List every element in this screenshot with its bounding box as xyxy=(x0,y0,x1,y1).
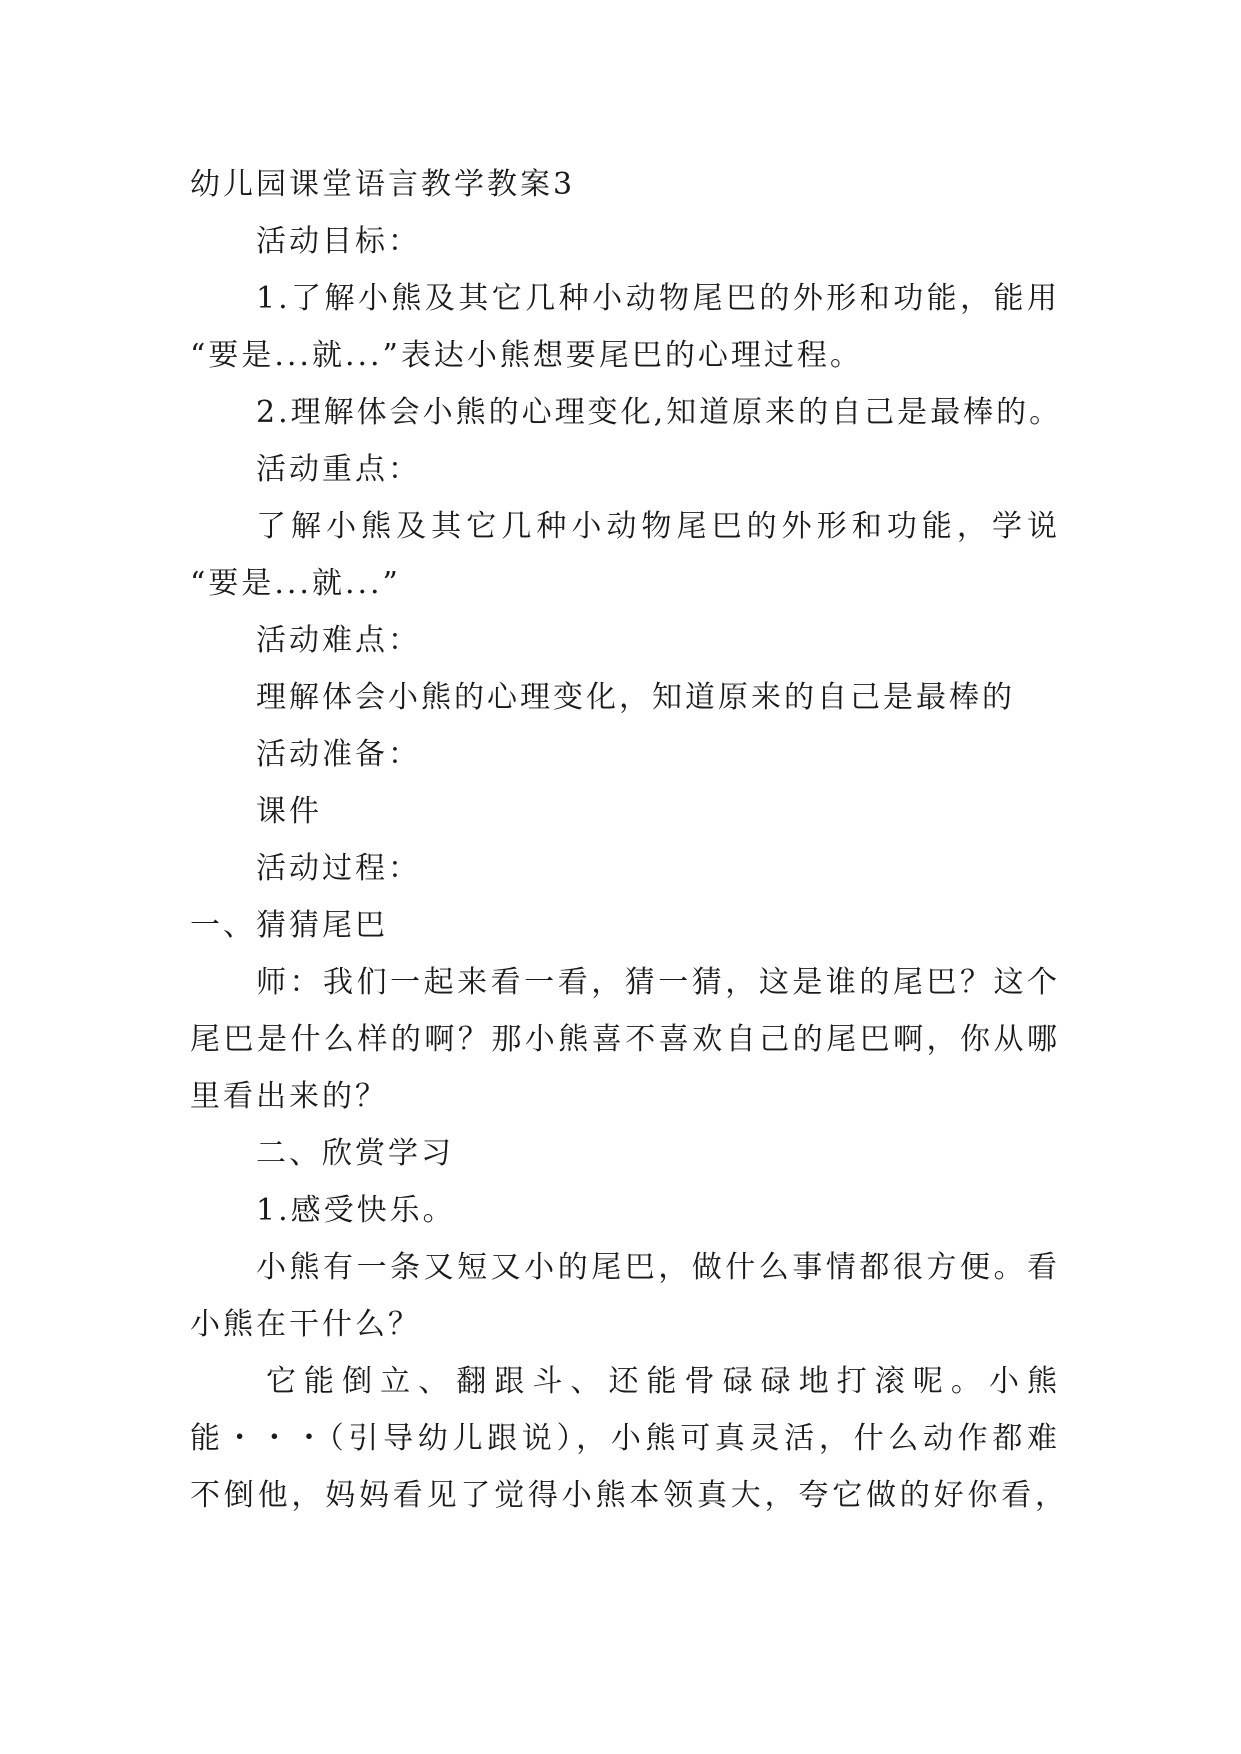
teacher-line-2: 尾巴是什么样的啊？那小熊喜不喜欢自己的尾巴啊，你从哪 xyxy=(190,1022,1060,1057)
action-line-2: 能・・・（引导幼儿跟说），小熊可真灵活，什么动作都难 xyxy=(190,1421,1060,1456)
bear-line-1: 小熊有一条又短又小的尾巴，做什么事情都很方便。看 xyxy=(256,1250,1060,1285)
goals-heading: 活动目标： xyxy=(256,224,421,259)
action-line-3: 不倒他，妈妈看见了觉得小熊本领真大，夸它做的好你看， xyxy=(190,1478,1068,1513)
preparation-heading: 活动准备： xyxy=(256,737,421,772)
preparation-text: 课件 xyxy=(256,794,322,829)
action-line-1: 它能倒立、翻跟斗、还能骨碌碌地打滚呢。小熊 xyxy=(266,1364,1060,1399)
subsection-1-heading: 1.感受快乐。 xyxy=(256,1193,456,1228)
goal-2: 2.理解体会小熊的心理变化,知道原来的自己是最棒的。 xyxy=(256,395,1063,430)
key-points-heading: 活动重点： xyxy=(256,452,421,487)
difficult-points-text: 理解体会小熊的心理变化，知道原来的自己是最棒的 xyxy=(256,680,1015,715)
difficult-points-heading: 活动难点： xyxy=(256,623,421,658)
teacher-line-1: 师：我们一起来看一看，猜一猜，这是谁的尾巴？这个 xyxy=(256,965,1060,1000)
section-1-heading: 一、猜猜尾巴 xyxy=(190,908,388,943)
key-points-line-1: 了解小熊及其它几种小动物尾巴的外形和功能，学说 xyxy=(256,509,1060,544)
teacher-line-3: 里看出来的？ xyxy=(190,1079,388,1114)
goal-1-line-1: 1.了解小熊及其它几种小动物尾巴的外形和功能，能用 xyxy=(256,281,1060,316)
process-heading: 活动过程： xyxy=(256,851,421,886)
goal-1-line-2: “要是...就...”表达小熊想要尾巴的心理过程。 xyxy=(190,338,863,373)
bear-line-2: 小熊在干什么？ xyxy=(190,1307,421,1342)
document-title: 幼儿园课堂语言教学教案3 xyxy=(190,167,576,202)
section-2-heading: 二、欣赏学习 xyxy=(256,1136,454,1171)
key-points-line-2: “要是...就...” xyxy=(190,566,401,601)
